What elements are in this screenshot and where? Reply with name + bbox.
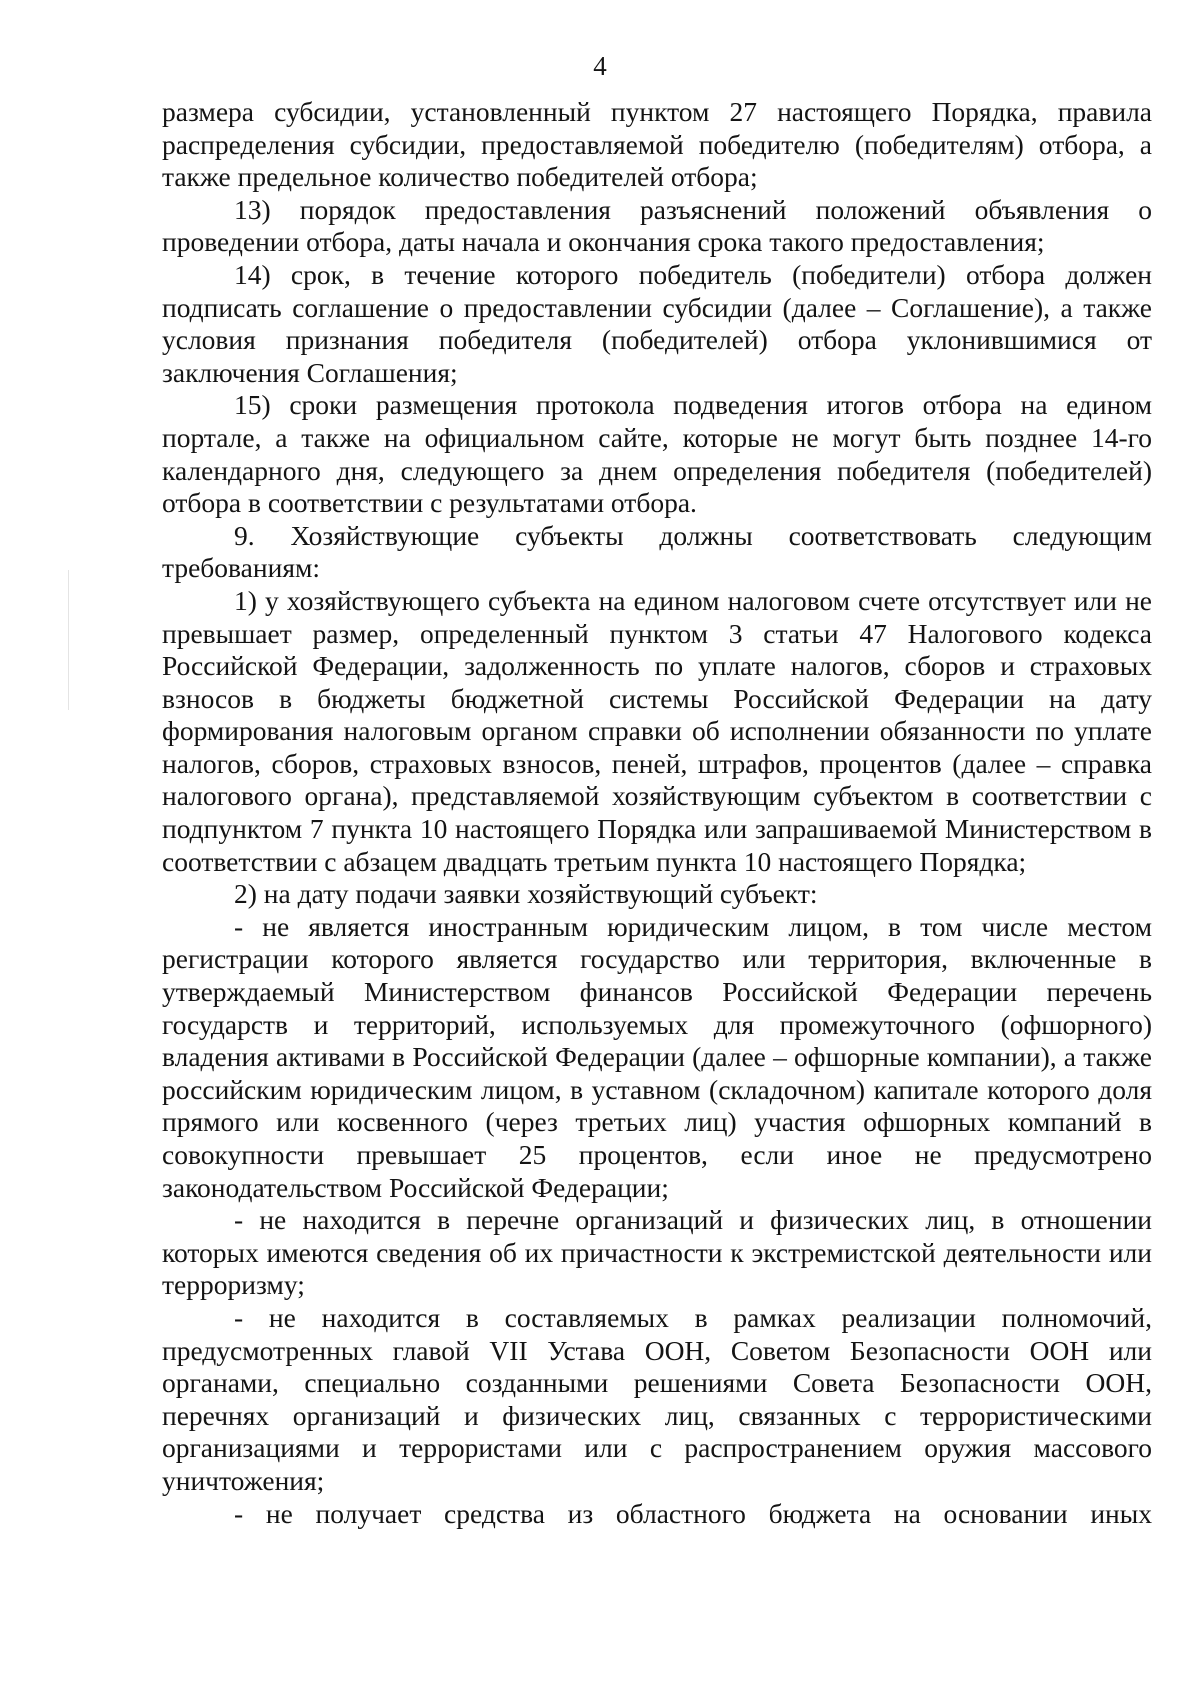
paragraph-continuation: размера субсидии, установленный пунктом 27 настоящего Порядка, правила распределения субсидии, предоставляемой победителю (победителям) отбора, а также предельное количество победителей отбора;	[162, 96, 1152, 193]
page-number: 4	[593, 51, 607, 81]
paragraph-requirement-2: 2) на дату подачи заявки хозяйствующий субъект:	[234, 878, 818, 910]
scan-margin-mark	[68, 570, 69, 710]
paragraph-item-13: 13) порядок предоставления разъяснений положений объявления о проведении отбора, даты начала и окончания срока такого предоставления;	[162, 193, 1152, 258]
paragraph-section-9: 9. Хозяйствующие субъекты должны соответствовать следующим требованиям:	[162, 519, 1152, 584]
paragraph-item-15: 15) сроки размещения протокола подведения итогов отбора на едином портале, а также на официальном сайте, которые не могут быть позднее 14-го календарного дня, следующего за днем определения победителя (победителей) отбора в соответствии с результатами отбора.	[162, 389, 1152, 519]
paragraph-bullet-offshore: - не является иностранным юридическим лицом, в том числе местом регистрации которого является государство или территория, включенные в утверждаемый Министерством финансов Российской Федерации перечень государств и территорий, используемых для промежуточного (офшорного) владения активами в Российской Федерации (далее – офшорные компании), а также российским юридическим лицом, в уставном (складочном) капитале которого доля прямого или косвенного (через третьих лиц) участия офшорных компаний в совокупности превышает 25 процентов, если иное не предусмотрено законодательством Российской Федерации;	[162, 910, 1152, 1203]
document-body	[162, 96, 1152, 1530]
paragraph-bullet-un-lists: - не находится в составляемых в рамках реализации полномочий, предусмотренных главой VII Устава ООН, Советом Безопасности ООН или органами, специально созданными решениями Совета Безопасности ООН, перечнях организаций и физических лиц, связанных с террористическими организациями и террористами или с распространением оружия массового уничтожения;	[162, 1301, 1152, 1496]
paragraph-requirement-1: 1) у хозяйствующего субъекта на едином налоговом счете отсутствует или не превышает размер, определенный пунктом 3 статьи 47 Налогового кодекса Российской Федерации, задолженность по уплате налогов, сборов и страховых взносов в бюджеты бюджетной системы Российской Федерации на дату формирования налоговым органом справки об исполнении обязанности по уплате налогов, сборов, страховых взносов, пеней, штрафов, процентов (далее – справка налогового органа), представляемой хозяйствующим субъектом в соответствии с подпунктом 7 пункта 10 настоящего Порядка или запрашиваемой Министерством в соответствии с абзацем двадцать третьим пункта 10 настоящего Порядка;	[162, 584, 1152, 877]
paragraph-bullet-extremism: - не находится в перечне организаций и физических лиц, в отношении которых имеются сведения об их причастности к экстремистской деятельности или терроризму;	[162, 1204, 1152, 1301]
paragraph-item-14: 14) срок, в течение которого победитель (победители) отбора должен подписать соглашение о предоставлении субсидии (далее – Соглашение), а также условия признания победителя (победителей) отбора уклонившимися от заключения Соглашения;	[162, 258, 1152, 388]
paragraph-bullet-regional-budget: - не получает средства из областного бюджета на основании иных	[234, 1497, 1152, 1529]
